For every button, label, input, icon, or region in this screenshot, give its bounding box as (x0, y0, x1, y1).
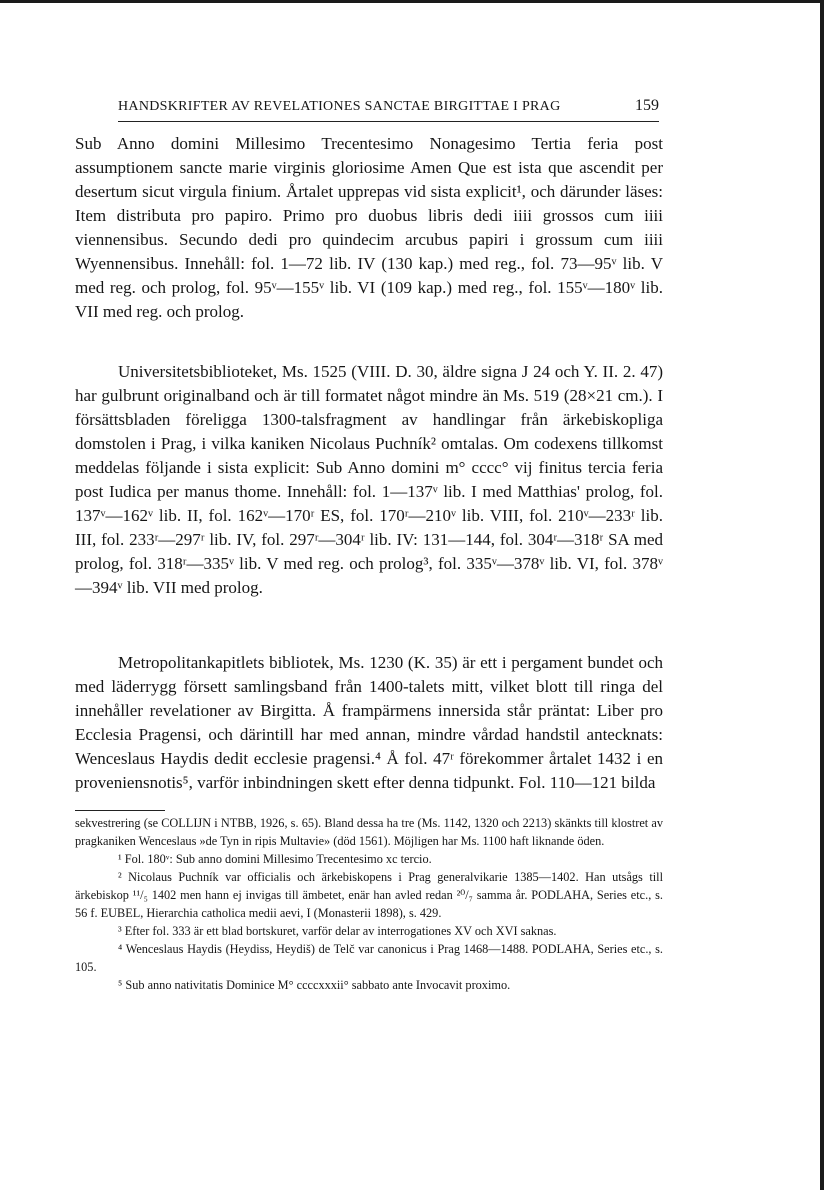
footnote-separator (75, 810, 165, 811)
paragraph-universitetsbiblioteket: Universitetsbiblioteket, Ms. 1525 (VIII. D. 30, äldre signa J 24 och Y. II. 2. 47) har gulbrunt originalband och är till formatet något mindre än Ms. 519 (28×21 cm.). I försättsbladen föreligga 1300-talsfragment av handlingar från ärkebiskopliga domstolen i Prag, i vilka kaniken Nicolaus Puchník² omtalas. Om codexens tillkomst meddelas följande i sista explicit: Sub Anno domini m° cccc° vij finitus tercia feria post Iudica per manus thome. Innehåll: fol. 1—137ᵛ lib. I med Matthias' prolog, fol. 137ᵛ—162ᵛ lib. II, fol. 162ᵛ—170ʳ ES, fol. 170ʳ—210ᵛ lib. VIII, fol. 210ᵛ—233ʳ lib. III, fol. 233ʳ—297ʳ lib. IV, fol. 297ʳ—304ʳ lib. IV: 131—144, fol. 304ʳ—318ʳ SA med prolog, fol. 318ʳ—335ᵛ lib. V med reg. och prolog³, fol. 335ᵛ—378ᵛ lib. VI, fol. 378ᵛ—394ᵛ lib. VII med prolog. (75, 362, 663, 597)
footnote-continuation: sekvestrering (se COLLIJN i NTBB, 1926, s. 65). Bland dessa ha tre (Ms. 1142, 1320 och 2213) skänkts till klostret av pragkaniken Wenceslaus »de Tyn in ripis Multavie» (död 1561). Möjligen har Ms. 1100 haft liknande öden. (75, 816, 663, 848)
running-title: HANDSKRIFTER AV REVELATIONES SANCTAE BIRGITTAE I PRAG (118, 99, 561, 114)
footnote-3: ³ Efter fol. 333 är ett blad bortskuret, varför delar av interrogationes XV och XVI saknas. (118, 924, 557, 938)
footnote-2: ² Nicolaus Puchník var officialis och ärkebiskopens i Prag generalvikarie 1385—1402. Han utsågs till ärkebiskop ¹¹/₅ 1402 men hann ej invigas till ämbetet, enär han avled redan ²⁰/₇ samma år. PODLAHA, Series etc., s. 56 f. EUBEL, Hierarchia catholica medii aevi, I (Monasterii 1898), s. 429. (75, 870, 663, 920)
main-text (75, 132, 663, 795)
footnote-5: ⁵ Sub anno nativitatis Dominice M° ccccxxxii° sabbato ante Invocavit proximo. (118, 978, 511, 992)
footnote-1: ¹ Fol. 180ᵛ: Sub anno domini Millesimo Trecentesimo xc tercio. (118, 852, 432, 866)
scan-edge-right (820, 0, 824, 1190)
footnote-4: ⁴ Wenceslaus Haydis (Heydiss, Heydiš) de Telč var canonicus i Prag 1468—1488. PODLAHA, Series etc., s. 105. (75, 942, 663, 974)
page-header (118, 97, 659, 122)
scan-edge-top (0, 0, 824, 3)
footnotes (75, 814, 663, 994)
paragraph-ms519-continuation: Sub Anno domini Millesimo Trecentesimo Nonagesimo Tertia feria post assumptionem sancte marie virginis gloriosime Amen Que est ista que ascendit per desertum sicut virgula finium. Årtalet upprepas vid sista explicit¹, och därunder läses: Item distributa pro papiro. Primo pro duobus libris dedi iiii grossos cum iiii viennensibus. Secundo dedi pro quindecim arcubus papiri i grossum cum iiii Wyennensibus. Innehåll: fol. 1—72 lib. IV (130 kap.) med reg., fol. 73—95ᵛ lib. V med reg. och prolog, fol. 95ᵛ—155ᵛ lib. VI (109 kap.) med reg., fol. 155ᵛ—180ᵛ lib. VII med reg. och prolog. (75, 134, 663, 321)
page-number: 159 (635, 97, 659, 114)
paragraph-metropolitankapitlet: Metropolitankapitlets bibliotek, Ms. 1230 (K. 35) är ett i pergament bundet och med läderrygg försett samlingsband från 1400-talets mitt, vilket blott till ringa del innehåller revelationer av Birgitta. Å frampärmens innersida står präntat: Liber pro Ecclesia Pragensi, och därintill har med annan, mindre vårdad handstil antecknats: Wenceslaus Haydis dedit ecclesie pragensi.⁴ Å fol. 47ʳ förekommer årtalet 1432 i en proveniensnotis⁵, varför inbindningen skett efter denna tidpunkt. Fol. 110—121 bilda (75, 653, 663, 792)
